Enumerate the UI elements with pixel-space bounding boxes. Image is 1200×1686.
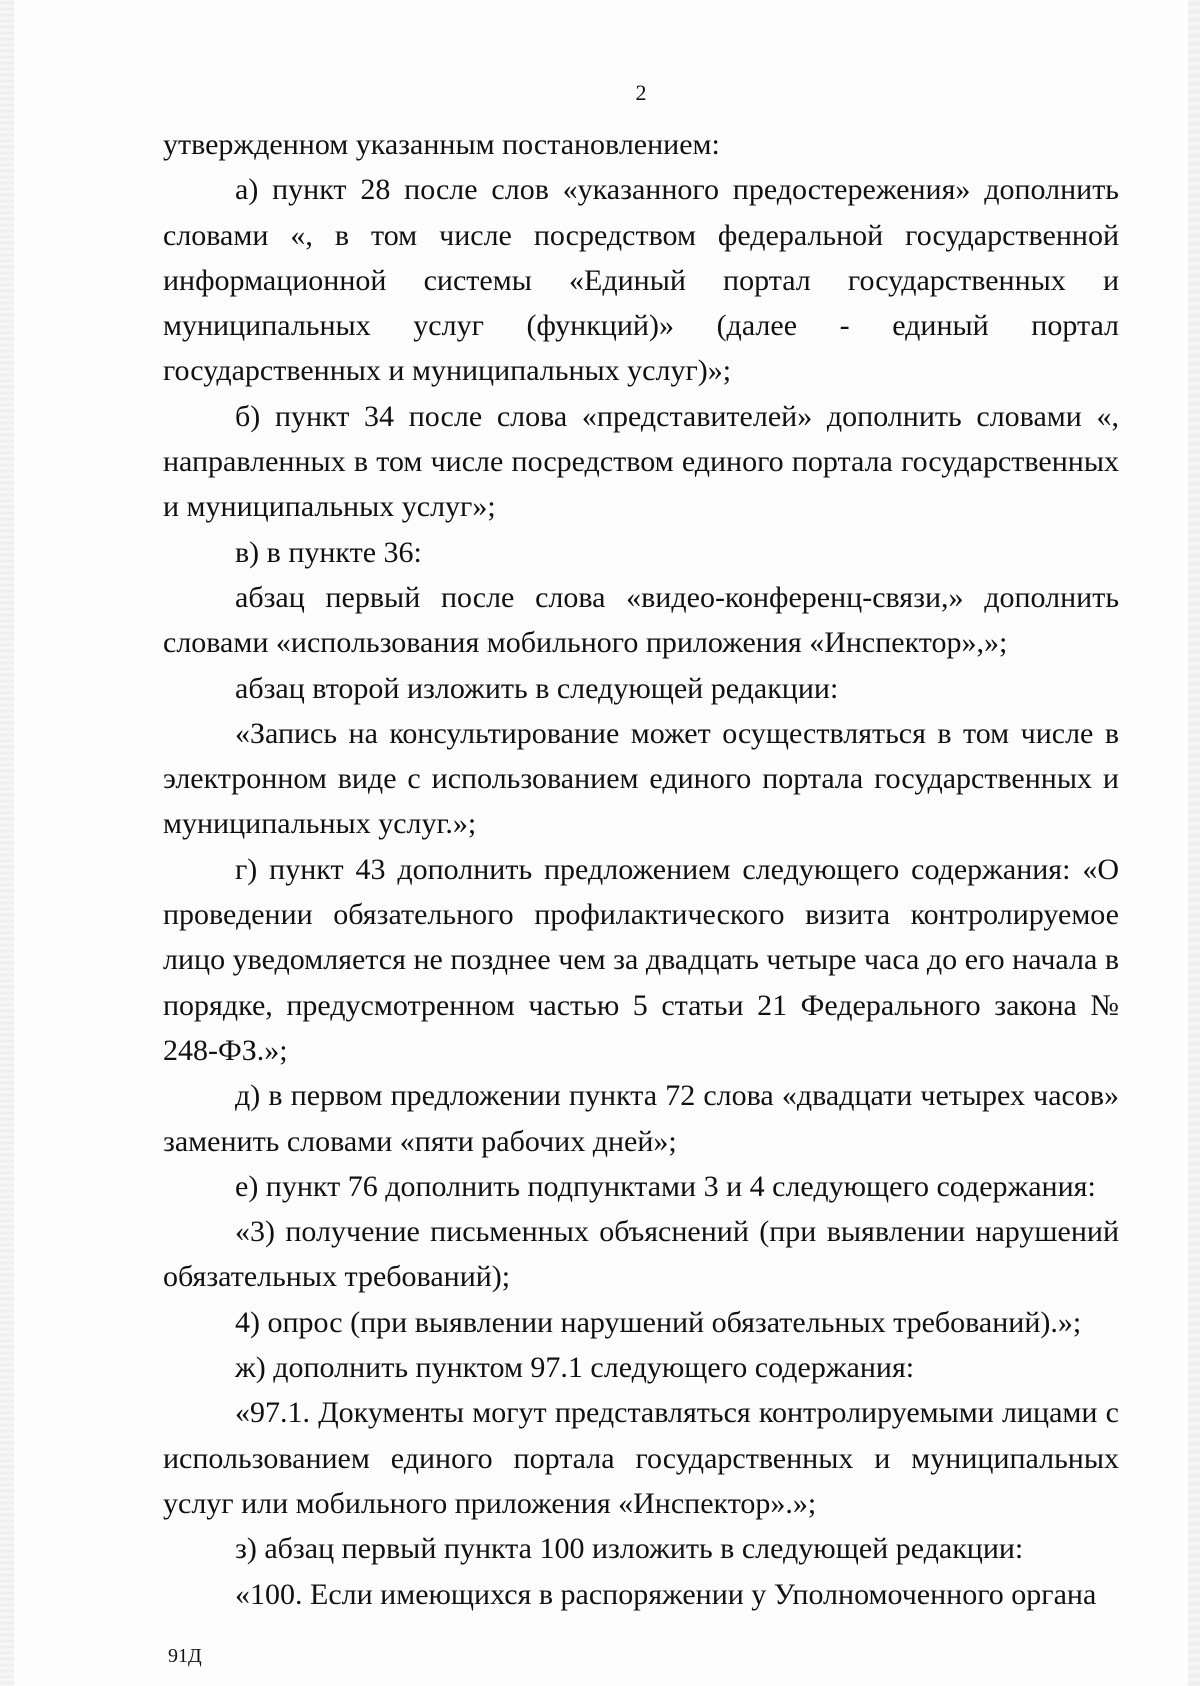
paragraph: г) пункт 43 дополнить предложением следующего содержания: «О проведении обязательного профилактического визита контролируемое лицо уведомляется не позднее чем за двадцать четыре часа до его начала в порядке, предусмотренном частью 5 статьи 21 Федерального закона № 248-ФЗ.»; xyxy=(163,852,1119,1067)
paragraph: ж) дополнить пунктом 97.1 следующего содержания: xyxy=(235,1351,915,1385)
paragraph: «100. Если имеющихся в распоряжении у Уполномоченного органа xyxy=(235,1577,1097,1611)
page-number: 2 xyxy=(635,80,647,105)
document-body xyxy=(163,122,1119,1617)
paragraph: з) абзац первый пункта 100 изложить в следующей редакции: xyxy=(235,1532,1024,1566)
paragraph: «97.1. Документы могут представляться контролируемыми лицами с использованием единого портала государственных и муниципальных услуг или мобильного приложения «Инспектор».»; xyxy=(163,1396,1119,1520)
paragraph: «Запись на консультирование может осуществляться в том числе в электронном виде с использованием единого портала государственных и муниципальных услуг.»; xyxy=(163,716,1119,841)
paragraph: в) в пункте 36: xyxy=(235,535,422,569)
scan-edge-right xyxy=(1188,0,1200,1686)
paragraph: «3) получение письменных объяснений (при выявлении нарушений обязательных требований); xyxy=(163,1215,1119,1294)
footer-code: 91Д xyxy=(168,1645,202,1667)
paragraph: 4) опрос (при выявлении нарушений обязательных требований).»; xyxy=(235,1305,1082,1339)
paragraph: а) пункт 28 после слов «указанного предостережения» дополнить словами «, в том числе посредством федеральной государственной информационной системы «Единый портал государственных и муниципальных услуг (функций)» (далее - единый портал государственных и муниципальных услуг)»; xyxy=(163,173,1119,388)
paragraph: б) пункт 34 после слова «представителей» дополнить словами «, направленных в том числе посредством единого портала государственных и муниципальных услуг»; xyxy=(163,399,1119,524)
paragraph: абзац второй изложить в следующей редакции: xyxy=(235,671,839,705)
paragraph: е) пункт 76 дополнить подпунктами 3 и 4 следующего содержания: xyxy=(235,1169,1096,1203)
scan-edge-left xyxy=(0,0,14,1686)
paragraph: утвержденном указанным постановлением: xyxy=(163,128,720,161)
paragraph: абзац первый после слова «видео-конференц-связи,» дополнить словами «использования мобильного приложения «Инспектор»,»; xyxy=(163,580,1119,660)
paragraph: д) в первом предложении пункта 72 слова «двадцати четырех часов» заменить словами «пяти рабочих дней»; xyxy=(163,1079,1119,1158)
